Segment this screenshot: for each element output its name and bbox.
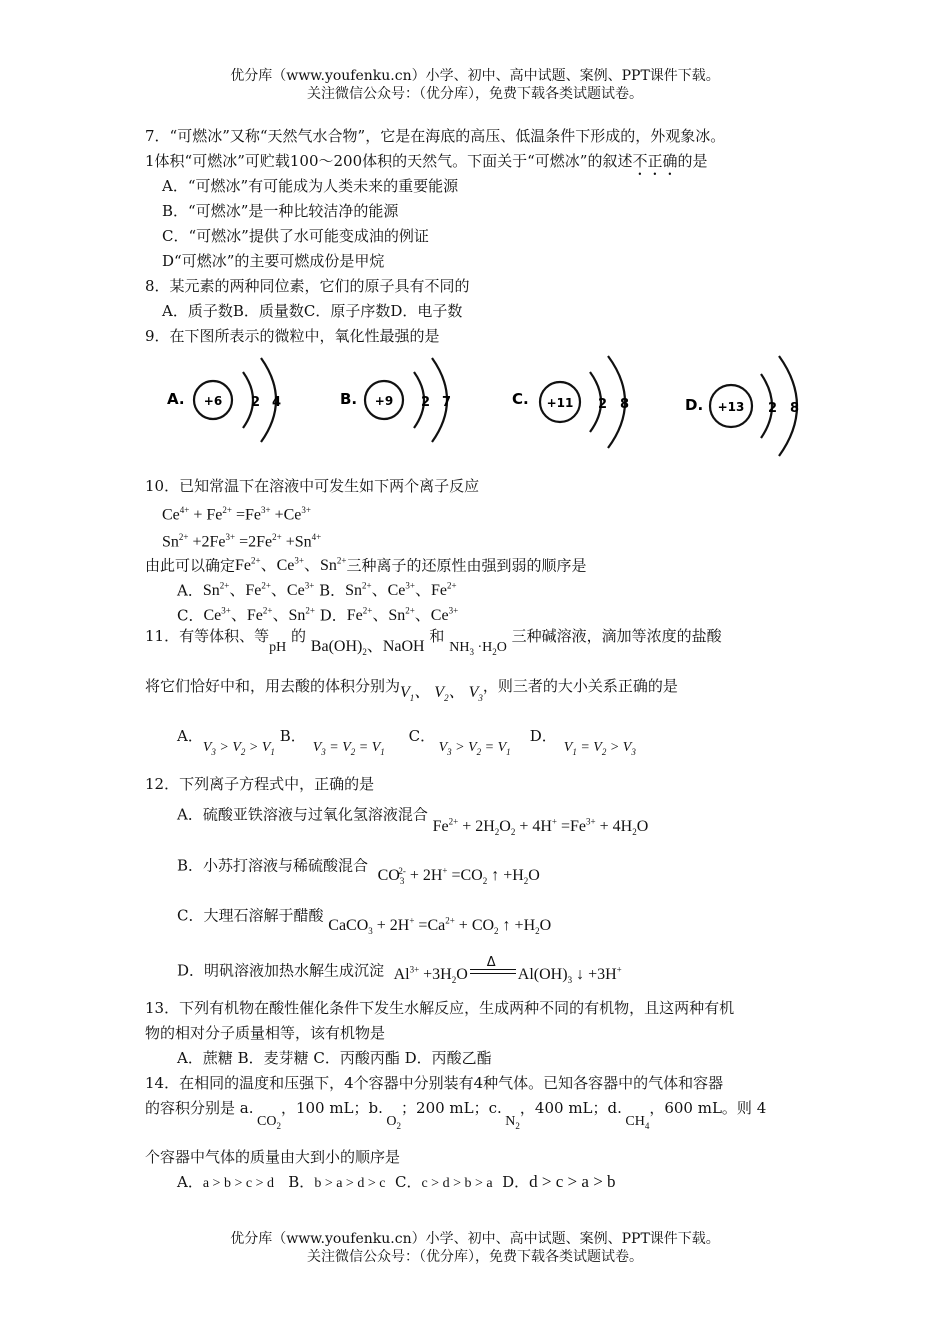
atom-a-label: A.: [167, 390, 185, 408]
q10-options-ab: A．$Sn^{2+}$、$Fe^{2+}$、$Ce^{3+}$ B．$Sn^{2+}$、$Ce^{3+}$、$Fe^{2+}$: [177, 581, 457, 600]
q7-option-c: C．“可燃冰”提供了水可能变成油的例证: [162, 227, 429, 245]
nucleus-b-charge: +9: [374, 394, 394, 408]
q13-stem-line-2: 物的相对分子质量相等，该有机物是: [145, 1024, 386, 1042]
q7-option-b: B．“可燃冰”是一种比较洁净的能源: [162, 202, 399, 220]
q12-option-d: D．明矾溶液加热水解生成沉淀 $Al^{3+} +3H_2O$ Δ $Al(OH)_3$ ↓ +3H+: [177, 955, 622, 986]
atom-d: [685, 356, 799, 456]
emphasis-text: 不正确: [632, 152, 678, 170]
shell-a-2-count: 4: [272, 395, 282, 410]
q12-stem: 12．下列离子方程式中，正确的是: [145, 775, 375, 793]
shell-c-2-count: 8: [620, 397, 630, 412]
footer-line-1: 优分库（www.youfenku.cn）小学、初中、高中试题、案例、PPT课件下载。: [230, 1231, 720, 1247]
q10-equation-1: $Ce^{4+} + Fe^{2+} =Fe^{3+} +Ce^{3+}$: [162, 505, 311, 524]
q12-option-b: B．小苏打溶液与稀硫酸混合 $CO_3^{2-} + 2H^+ =CO_2$ ↑ $+H_2O$: [177, 856, 540, 887]
q9-stem: 9．在下图所表示的微粒中，氧化性最强的是: [145, 327, 440, 345]
q12-option-a: A．硫酸亚铁溶液与过氧化氢溶液混合 $Fe^{2+} + 2H_2O_2 + 4H^+ =Fe^{3+} + 4H_2O$: [177, 805, 649, 838]
shell-d-2-count: 8: [790, 401, 800, 416]
nucleus-c-charge: +11: [546, 396, 574, 410]
q13-stem-line-1: 13．下列有机物在酸性催化条件下发生水解反应，生成两种不同的有机物，且这两种有机: [145, 999, 735, 1017]
shell-d-1-count: 2: [768, 401, 778, 416]
q7-stem-line-1: 7．“可燃冰”又称“天然气水合物”，它是在海底的高压、低温条件下形成的，外观象冰。: [145, 127, 726, 145]
q10-question: 由此可以确定$Fe^{2+}$、$Ce^{3+}$、$Sn^{2+}$三种离子的还原性由强到弱的顺序是: [145, 556, 587, 575]
q14-stem-line-1: 14．在相同的温度和压强下，4个容器中分别装有4种气体。已知各容器中的气体和容器: [145, 1074, 724, 1092]
q10-equation-2: $Sn^{2+} +2Fe^{3+} =2Fe^{2+} +Sn^{4+}$: [162, 532, 322, 551]
nucleus-d-charge: +13: [717, 400, 745, 414]
q14-stem-line-3: 个容器中气体的质量由大到小的顺序是: [145, 1148, 401, 1166]
q13-options: A．蔗糖 B．麦芽糖 C．丙酸丙酯 D．丙酸乙酯: [177, 1049, 492, 1067]
q14-options: A．a > b > c > d B．b > a > d > c C．c > d > b > a D．d > c > a > b: [177, 1172, 616, 1191]
shell-b-1-count: 2: [421, 395, 431, 410]
q11-stem-line-2: 将它们恰好中和，用去酸的体积分别为$V_1$、 $V_2$、 $V_3$，则三者的大小关系正确的是: [145, 677, 678, 704]
atom-c: [512, 356, 629, 448]
q7-option-d: D“可燃冰”的主要可燃成份是甲烷: [162, 252, 385, 270]
nucleus-a-charge: +6: [203, 394, 223, 408]
atom-a: [167, 358, 281, 442]
shell-b-2-count: 7: [442, 395, 452, 410]
q12-option-c: C．大理石溶解于醋酸 CaCO$_3$ + $2H^+ =Ca^{2+} + CO_2$ ↑ $+H_2O$: [177, 906, 552, 937]
shell-c-1-count: 2: [598, 397, 608, 412]
shell-a-1-count: 2: [251, 395, 261, 410]
atom-d-label: D.: [685, 396, 704, 414]
q11-options: A．$V_3 > V_2 > V_1$ B． $V_3 = V_2 = V_1$ C． $V_3 > V_2 = V_1$ D． $V_1 = V_2 > V_3$: [177, 727, 636, 757]
q10-options-cd: C．$Ce^{3+}$、$Fe^{2+}$、$Sn^{2+}$ D．$Fe^{2+}$、$Sn^{2+}$、$Ce^{3+}$: [177, 606, 459, 625]
heat-equilibrium-sign: [468, 955, 518, 981]
atom-structure-diagram: [155, 350, 815, 460]
q7-stem-line-2: 1体积“可燃冰”可贮载100～200体积的天然气。下面关于“可燃冰”的叙述不正确的是: [145, 152, 708, 170]
q10-stem: 10．已知常温下在溶液中可发生如下两个离子反应: [145, 477, 480, 495]
q14-stem-line-2: 的容积分别是 a. $CO_2$，100 mL；b. $O_2$；200 mL；c. $N_2$，400 mL；d. $CH_4$，600 mL。则 4: [145, 1099, 767, 1131]
footer-line-2: 关注微信公众号：（优分库），免费下载各类试题试卷。: [307, 1249, 643, 1265]
q8-options: A．质子数B．质量数C．原子序数D．电子数: [162, 302, 463, 320]
q7-option-a: A．“可燃冰”有可能成为人类未来的重要能源: [162, 177, 459, 195]
header-line-2: 关注微信公众号：（优分库），免费下载各类试题试卷。: [307, 86, 643, 102]
q11-stem-line-1: 11．有等体积、等pH 的 $Ba(OH)_2$、NaOH 和 $NH_3 \cdot H_2O$ 三种碱溶液，滴加等浓度的盐酸: [145, 627, 722, 658]
atom-b: [340, 358, 451, 442]
atom-c-label: C.: [512, 390, 529, 408]
delta-symbol: Δ: [486, 955, 496, 971]
atom-b-label: B.: [340, 390, 358, 408]
q8-stem: 8．某元素的两种同位素，它们的原子具有不同的: [145, 277, 470, 295]
header-line-1: 优分库（www.youfenku.cn）小学、初中、高中试题、案例、PPT课件下载。: [230, 68, 720, 84]
